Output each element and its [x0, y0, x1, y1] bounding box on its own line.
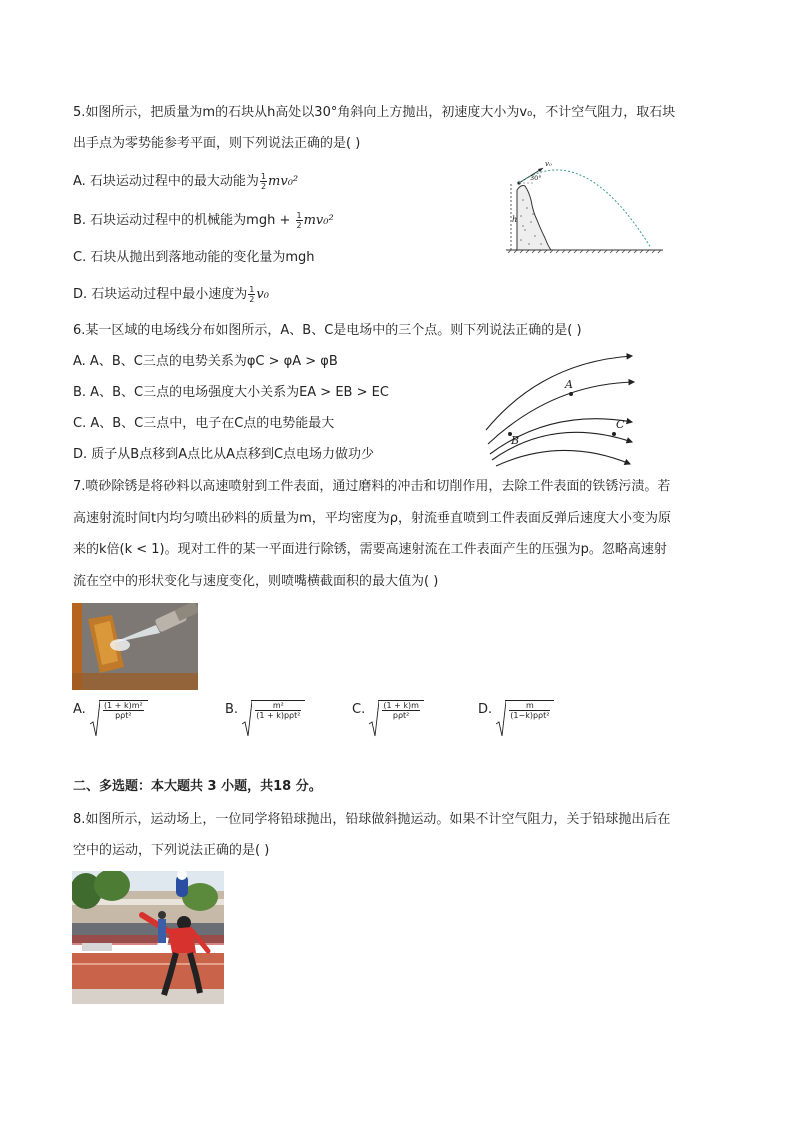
q7-option-a-sqrt: (1 + k)m² pρt²	[90, 700, 148, 720]
point-c-label: C	[616, 418, 625, 431]
q7-stem-line4: 流在空中的形状变化与速度变化，则喷嘴横截面积的最大值为( )	[73, 574, 439, 589]
q6-field-lines-figure	[482, 352, 642, 472]
q5-option-b-text: B. 石块运动过程中的机械能为mgh +	[73, 213, 295, 228]
q5-option-c: C. 石块从抛出到落地动能的变化量为mgh	[73, 250, 315, 265]
cliff-shape	[517, 186, 551, 251]
q5-option-b	[73, 211, 334, 230]
angle-label: 30°	[530, 174, 542, 182]
q7-sandblasting-photo	[72, 603, 198, 690]
q5-option-d	[73, 285, 269, 304]
q7-option-b-sqrt: m² (1 + k)pρt²	[242, 700, 305, 720]
q5-projectile-figure	[503, 156, 663, 256]
q5-stem-line2: 出手点为零势能参考平面，则下列说法正确的是( )	[73, 136, 361, 151]
q7-option-b-label: B.	[225, 702, 239, 717]
point-a	[569, 392, 573, 396]
section-heading-multiple-choice: 二、多选题：本大题共 3 小题，共18 分。	[73, 779, 322, 794]
q8-stem-line1: 8.如图所示，运动场上，一位同学将铅球抛出，铅球做斜抛运动。如果不计空气阻力，关于铅球抛出后在	[73, 812, 671, 827]
q5-option-b-expr: mv₀²	[303, 213, 334, 228]
q5-option-b-fraction: $\frac{1}{2}$	[296, 211, 302, 230]
q7-option-c-label: C.	[352, 702, 366, 717]
height-label: h	[512, 215, 518, 224]
q5-option-d-text: D. 石块运动过程中最小速度为	[73, 287, 248, 302]
q7-option-d-sqrt: m (1−k)pρt²	[496, 700, 554, 720]
q6-option-d: D. 质子从B点移到A点比从A点移到C点电场力做功少	[73, 447, 375, 462]
q6-option-a: A. A、B、C三点的电势关系为φC > φA > φB	[73, 354, 338, 369]
q5-option-a-expr: mv₀²	[268, 174, 299, 189]
q8-stem-line2: 空中的运动，下列说法正确的是( )	[73, 843, 270, 858]
point-b-label: B	[511, 434, 520, 447]
q5-option-d-expr: v₀	[256, 287, 269, 302]
field-line-5	[496, 450, 630, 466]
q5-option-a-fraction: $\frac{1}{2}$	[260, 172, 267, 191]
q5-stem-line1: 5.如图所示，把质量为m的石块从h高处以30°角斜向上方抛出，初速度大小为v₀，不计空气阻力，取石块	[73, 105, 676, 120]
q5-option-a-text: A. 石块运动过程中的最大动能为	[73, 174, 259, 189]
q7-option-d-label: D.	[478, 702, 493, 717]
q5-option-d-fraction: $\frac{1}{2}$	[249, 285, 255, 304]
q7-option-c	[352, 700, 424, 740]
q7-option-a	[73, 700, 148, 740]
q7-option-b	[225, 700, 305, 740]
q6-option-b: B. A、B、C三点的电场强度大小关系为EA > EB > EC	[73, 385, 389, 400]
q7-stem-line1: 7.喷砂除锈是将砂料以高速喷射到工件表面，通过磨料的冲击和切削作用，去除工件表面的铁锈污渍。若	[73, 479, 671, 494]
q5-option-a	[73, 172, 298, 191]
q6-option-c: C. A、B、C三点中，电子在C点的电势能最大	[73, 416, 335, 431]
point-c	[612, 432, 616, 436]
v0-label: v₀	[545, 160, 552, 168]
q8-shot-put-photo	[72, 871, 224, 1004]
q7-option-a-label: A.	[73, 702, 86, 717]
q7-option-d	[478, 700, 554, 740]
q7-stem-line2: 高速射流时间t内均匀喷出砂料的质量为m，平均密度为ρ，射流垂直喷到工件表面反弹后速度大小变为原	[73, 511, 672, 526]
q6-stem: 6.某一区域的电场线分布如图所示，A、B、C是电场中的三个点。则下列说法正确的是( )	[73, 323, 582, 338]
q7-option-c-sqrt: (1 + k)m pρt²	[369, 700, 424, 720]
q7-stem-line3: 来的k倍(k < 1)。现对工件的某一平面进行除锈，需要高速射流在工件表面产生的压强为p。忽略高速射	[73, 542, 667, 557]
point-a-label: A	[565, 378, 573, 391]
